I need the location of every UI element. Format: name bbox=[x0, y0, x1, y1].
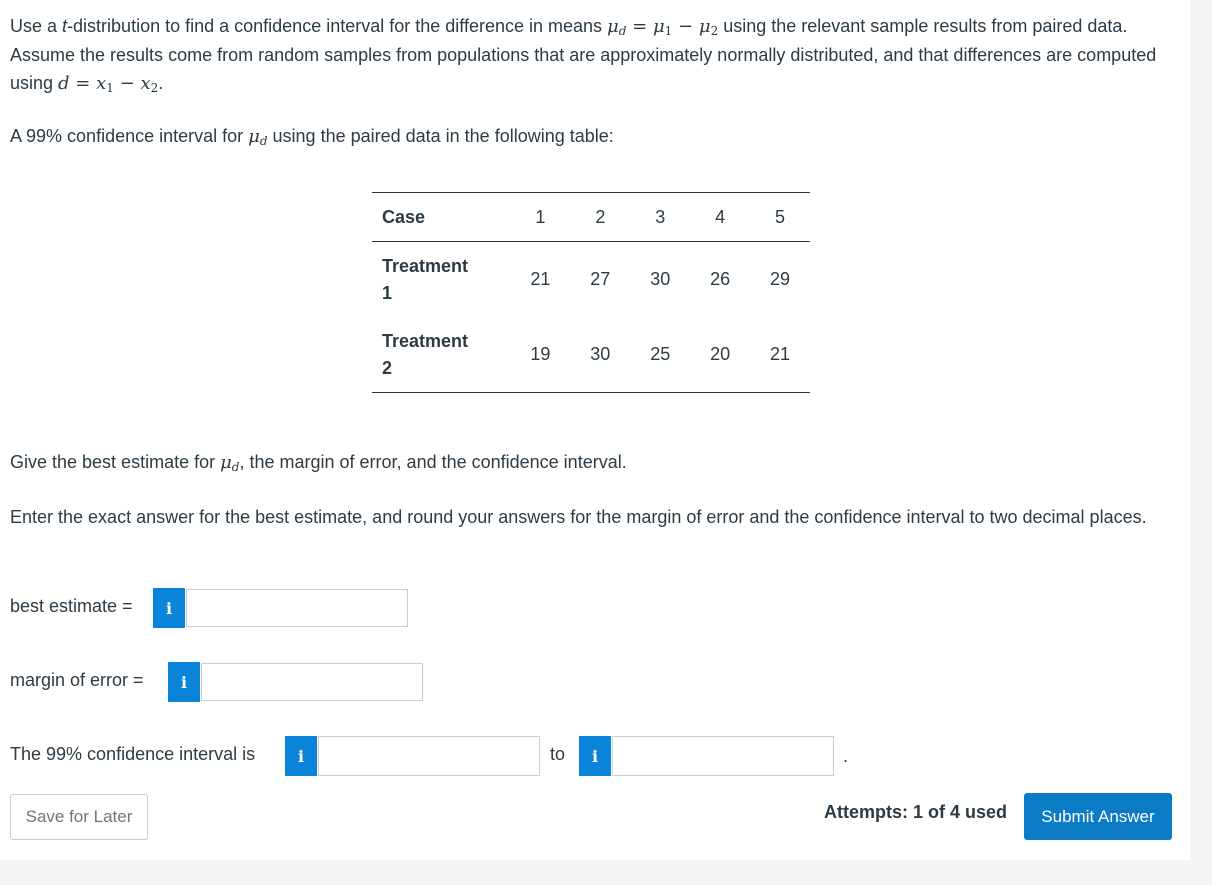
to-label: to bbox=[550, 744, 566, 764]
case-header: 5 bbox=[750, 193, 810, 242]
margin-of-error-label: margin of error = bbox=[10, 670, 144, 690]
table-cell: 30 bbox=[650, 269, 671, 289]
case-header: 2 bbox=[570, 193, 630, 242]
table-cell: 26 bbox=[710, 269, 731, 289]
table-cell: 19 bbox=[530, 344, 551, 364]
table-cell: 20 bbox=[710, 344, 731, 364]
info-icon[interactable]: i bbox=[579, 736, 611, 776]
case-header: 3 bbox=[630, 193, 690, 242]
margin-of-error-input[interactable] bbox=[201, 663, 423, 701]
table-row bbox=[372, 317, 810, 393]
save-for-later-button[interactable]: Save for Later bbox=[10, 794, 148, 840]
instructions: Enter the exact answer for the best estimate, and round your answers for the margin of error and the confidence interval to two decimal places. bbox=[10, 507, 1147, 527]
case-header: 4 bbox=[690, 193, 750, 242]
question-intro: Use a t-distribution to find a confidence interval for the difference in means $\mu_d = \mu_1 - \mu_2$ using the relevant sample results from paired data. Assume the results come from random samples from populations that are approximately normally distributed, and that differences are computed using $d = x_1 - x_2$. bbox=[10, 16, 1157, 95]
mu-d-equation: $\mu_d = \mu_1 - \mu_2$ bbox=[607, 16, 719, 38]
ci-prompt: A 99% confidence interval for $\mu_d$ using the paired data in the following table: bbox=[10, 126, 614, 148]
info-icon[interactable]: i bbox=[285, 736, 317, 776]
table-row bbox=[372, 242, 810, 318]
attempts-counter: Attempts: 1 of 4 used bbox=[824, 802, 1008, 822]
table-cell: 30 bbox=[590, 344, 611, 364]
ci-lower-input[interactable] bbox=[318, 736, 540, 776]
confidence-interval-label: The 99% confidence interval is bbox=[10, 744, 256, 764]
d-equation: $d = x_1 - x_2$ bbox=[58, 73, 159, 95]
info-icon[interactable]: i bbox=[153, 588, 185, 628]
table-cell: 21 bbox=[770, 344, 791, 364]
paired-data-table bbox=[372, 192, 810, 393]
period: . bbox=[843, 746, 849, 766]
give-prompt: Give the best estimate for $\mu_d$, the margin of error, and the confidence interval. bbox=[10, 452, 627, 474]
table-cell: 29 bbox=[770, 269, 791, 289]
ci-upper-input[interactable] bbox=[612, 736, 834, 776]
table-cell: 25 bbox=[650, 344, 671, 364]
submit-answer-button[interactable]: Submit Answer bbox=[1024, 793, 1172, 840]
case-header: 1 bbox=[510, 193, 570, 242]
best-estimate-label: best estimate = bbox=[10, 596, 133, 616]
row-label: Treatment 2 bbox=[382, 330, 469, 378]
best-estimate-input[interactable] bbox=[186, 589, 408, 627]
row-label: Treatment 1 bbox=[382, 255, 469, 303]
table-header-row bbox=[372, 193, 810, 242]
table-cell: 27 bbox=[590, 269, 611, 289]
table-cell: 21 bbox=[530, 269, 551, 289]
info-icon[interactable]: i bbox=[168, 662, 200, 702]
table-header-label: Case bbox=[372, 193, 510, 242]
